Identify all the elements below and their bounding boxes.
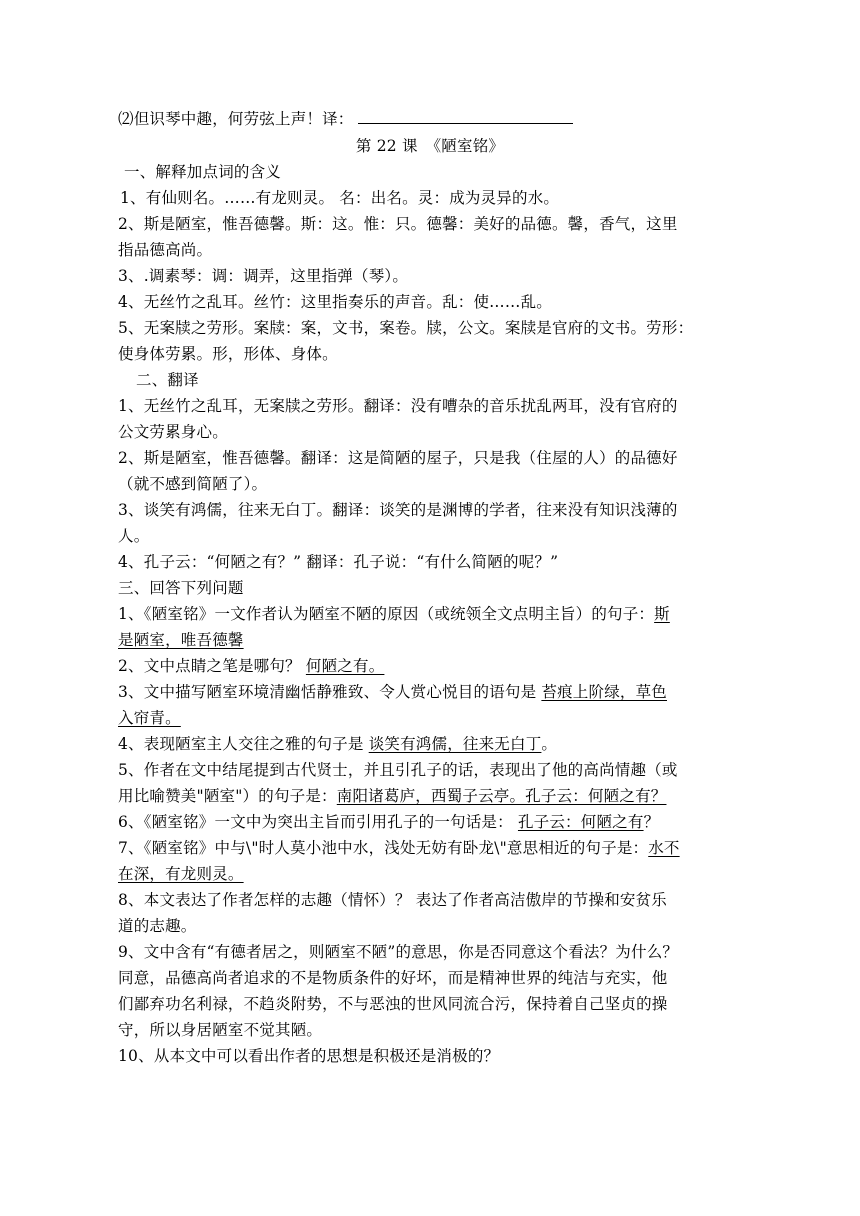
answer-text: 在深，有龙则灵。 <box>118 865 244 883</box>
question-text: 2、文中点睛之笔是哪句？ <box>118 657 306 675</box>
item-3-5: 5、作者在文中结尾提到古代贤士，并且引孔子的话，表现出了他的高尚情趣（或 <box>118 761 678 779</box>
item-2-4: 4、孔子云：“何陋之有？” 翻译：孔子说：“有什么简陋的呢？” <box>118 553 559 571</box>
item-3-4 <box>118 734 743 754</box>
item-1-5: 5、无案牍之劳形。案牍：案，文书，案卷。牍，公文。案牍是官府的文书。劳形： <box>118 319 694 337</box>
answer-text: 孔子云：何陋之有 <box>517 813 644 831</box>
item-1-5-cont: 使身体劳累。形，形体、身体。 <box>118 345 338 363</box>
question-text: 4、表现陋室主人交往之雅的句子是 <box>118 735 369 753</box>
item-3-3 <box>118 682 743 702</box>
item-2-1-cont: 公文劳累身心。 <box>118 423 228 441</box>
item-2-1: 1、无丝竹之乱耳，无案牍之劳形。翻译：没有嘈杂的音乐扰乱两耳，没有官府的 <box>118 397 678 415</box>
answer-text: 是陋室，唯吾德馨 <box>118 631 244 649</box>
item-3-6 <box>118 812 743 832</box>
item-1-2: 2、斯是陋室，惟吾德馨。斯：这。惟：只。德馨：美好的品德。馨，香气，这里 <box>118 215 678 233</box>
item-1-3: 3、.调素琴：调：调弄，这里指弹（琴）。 <box>118 267 409 285</box>
item-3-9-answer-3: 守，所以身居陋室不觉其陋。 <box>118 1021 323 1039</box>
item-3-8-cont: 道的志趣。 <box>118 917 197 935</box>
question-text: ⑵但识琴中趣，何劳弦上声！译： <box>118 110 354 128</box>
item-3-3-cont <box>118 708 743 728</box>
question-text: 用比喻赞美"陋室"）的句子是： <box>118 787 337 805</box>
punctuation: ？ <box>643 813 660 831</box>
lesson-title: 第 22 课 《陋室铭》 <box>355 137 505 155</box>
answer-text: 南阳诸葛庐，西蜀子云亭。孔子云：何陋之有？ <box>336 787 667 805</box>
answer-text: 水不 <box>648 839 680 857</box>
item-2-3: 3、谈笑有鸿儒，往来无白丁。翻译：谈笑的是渊博的学者，往来没有知识浅薄的 <box>118 501 678 519</box>
question-text: 6、《陋室铭》一文中为突出主旨而引用孔子的一句话是： <box>118 813 518 831</box>
answer-text: 何陋之有。 <box>305 657 385 675</box>
item-2-3-cont: 人。 <box>118 527 150 545</box>
punctuation: 。 <box>541 735 558 753</box>
item-3-9: 9、文中含有“有德者居之，则陋室不陋”的意思，你是否同意这个看法？为什么？ <box>118 943 679 961</box>
item-1-1: 1、有仙则名。……有龙则灵。 名：出名。灵：成为灵异的水。 <box>120 189 560 207</box>
section-1-heading: 一、解释加点词的含义 <box>124 163 282 181</box>
translation-question-2 <box>118 109 743 129</box>
item-3-8: 8、本文表达了作者怎样的志趣（情怀）？ 表达了作者高洁傲岸的节操和安贫乐 <box>118 891 667 909</box>
answer-text: 入帘青。 <box>118 709 181 727</box>
item-3-5-cont <box>118 786 743 806</box>
item-3-1 <box>118 604 743 624</box>
item-1-4: 4、无丝竹之乱耳。丝竹：这里指奏乐的声音。乱：使……乱。 <box>118 293 552 311</box>
item-3-7-cont <box>118 864 743 884</box>
item-3-9-answer-1: 同意，品德高尚者追求的不是物质条件的好坏，而是精神世界的纯洁与充实，他 <box>118 969 668 987</box>
section-2-heading: 二、翻译 <box>136 371 199 389</box>
question-text: 1、《陋室铭》一文作者认为陋室不陋的原因（或统领全文点明主旨）的句子： <box>118 605 655 623</box>
item-3-9-answer-2: 们鄙弃功名利禄，不趋炎附势，不与恶浊的世风同流合污，保持着自己坚贞的操 <box>118 995 668 1013</box>
item-3-1-cont <box>118 630 743 650</box>
question-text: 7、《陋室铭》中与\"时人莫小池中水，浅处无妨有卧龙\"意思相近的句子是： <box>118 839 649 857</box>
section-3-heading: 三、回答下列问题 <box>118 579 244 597</box>
item-3-10: 10、从本文中可以看出作者的思想是积极还是消极的？ <box>118 1047 500 1065</box>
answer-text: 斯 <box>654 605 670 623</box>
answer-text: 谈笑有鸿儒，往来无白丁 <box>368 735 542 753</box>
question-text: 3、文中描写陋室环境清幽恬静雅致、令人赏心悦目的语句是 <box>118 683 542 701</box>
item-3-2 <box>118 656 743 676</box>
item-3-7 <box>118 838 743 858</box>
item-1-2-cont: 指品德高尚。 <box>118 241 213 259</box>
item-2-2: 2、斯是陋室，惟吾德馨。翻译：这是简陋的屋子，只是我（住屋的人）的品德好 <box>118 449 678 467</box>
item-2-2-cont: （就不感到简陋了）。 <box>118 475 268 493</box>
answer-blank[interactable] <box>358 109 573 124</box>
answer-text: 苔痕上阶绿，草色 <box>541 683 667 701</box>
